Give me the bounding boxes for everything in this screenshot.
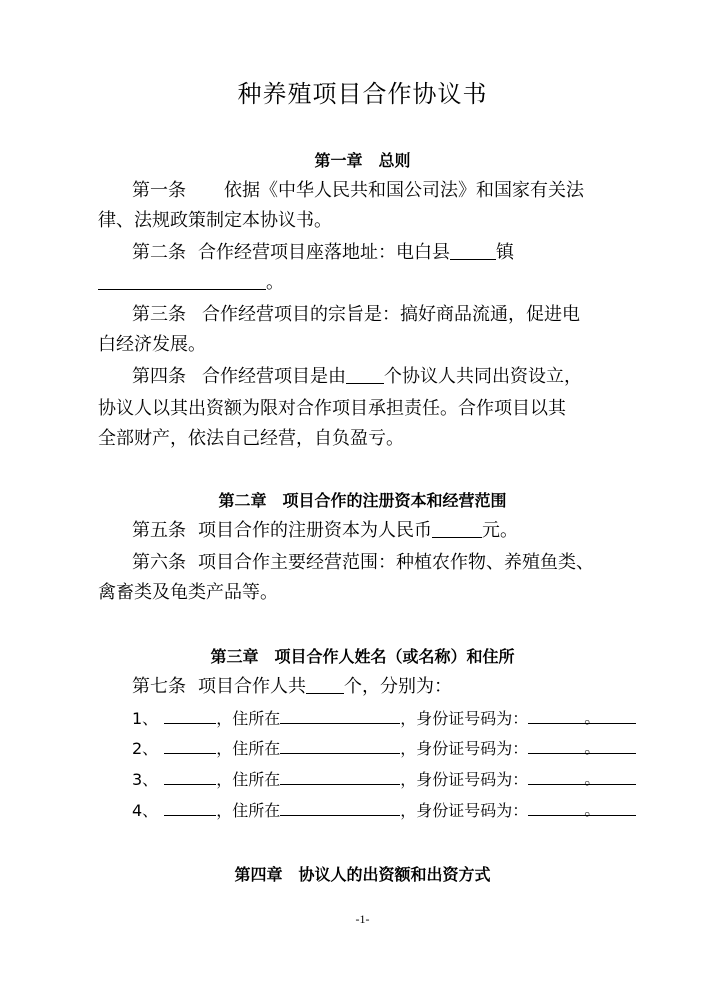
article-3-line-1	[132, 300, 580, 326]
partner-count-blank[interactable]	[346, 367, 384, 384]
chapter-1-name: 总则	[378, 151, 411, 170]
partner-row-4	[132, 798, 636, 821]
partner-row-3	[132, 767, 636, 790]
partner-row-number: 3、	[132, 770, 159, 789]
chapter-1-number: 第一章	[314, 151, 363, 170]
article-4-label: 第四条	[132, 366, 186, 387]
article-4-line-2: 协议人以其出资额为限对合作项目承担责任。合作项目以其	[98, 398, 566, 419]
partner-address-label: ，住所在	[216, 770, 281, 789]
article-1-line-2: 律、法规政策制定本协议书。	[98, 210, 332, 231]
article-5-text-a: 项目合作的注册资本为人民币	[198, 520, 432, 541]
article-7-text-a: 项目合作人共	[198, 676, 306, 697]
article-1-text: 依据《中华人民共和国公司法》和国家有关法	[224, 180, 584, 201]
article-6-line-1	[132, 548, 594, 574]
partner-row-2	[132, 736, 636, 759]
partner-id-blank[interactable]	[528, 707, 636, 727]
partner-address-blank[interactable]	[280, 707, 400, 724]
partner-id-blank[interactable]	[528, 799, 636, 819]
article-5-line	[132, 516, 518, 542]
chapter-2-heading	[0, 488, 725, 511]
partner-total-blank[interactable]	[306, 677, 344, 694]
chapter-2-number: 第二章	[218, 491, 267, 510]
article-3-text: 合作经营项目的宗旨是：搞好商品流通，促进电	[202, 304, 580, 325]
partner-address-blank[interactable]	[280, 799, 400, 816]
chapter-3-number: 第三章	[210, 647, 259, 666]
partner-name-blank[interactable]	[164, 707, 216, 724]
article-4-line-1	[132, 362, 582, 388]
partner-row-number: 2、	[132, 739, 159, 758]
partner-address-label: ，住所在	[216, 801, 281, 820]
partner-id-blank[interactable]	[528, 737, 636, 757]
partner-name-blank[interactable]	[164, 737, 216, 754]
article-7-label: 第七条	[132, 676, 186, 697]
partner-address-label: ，住所在	[216, 709, 281, 728]
article-5-text-b: 元。	[482, 520, 518, 541]
partner-row-1	[132, 706, 636, 729]
address-blank[interactable]	[98, 273, 266, 290]
article-7-line	[132, 672, 452, 698]
article-2-town-suffix: 镇	[496, 242, 514, 263]
partner-id-label: ，身份证号码为：	[400, 709, 529, 728]
article-2-label: 第二条	[132, 242, 186, 263]
page-number: -1-	[355, 912, 370, 926]
article-6-line-2: 禽畜类及龟类产品等。	[98, 582, 278, 603]
partner-id-label: ，身份证号码为：	[400, 801, 529, 820]
town-blank[interactable]	[450, 243, 496, 260]
article-1-label: 第一条	[132, 180, 186, 201]
partner-address-blank[interactable]	[280, 768, 400, 785]
partner-row-number: 4、	[132, 801, 159, 820]
partner-address-label: ，住所在	[216, 739, 281, 758]
partner-name-blank[interactable]	[164, 768, 216, 785]
article-4-line-3: 全部财产，依法自己经营，自负盈亏。	[98, 428, 404, 449]
partner-id-blank[interactable]	[528, 768, 636, 788]
article-2-text: 合作经营项目座落地址：电白县	[198, 242, 450, 263]
partner-row-period: 。	[584, 708, 601, 727]
capital-blank[interactable]	[432, 521, 482, 538]
partner-id-label: ，身份证号码为：	[400, 770, 529, 789]
partner-id-label: ，身份证号码为：	[400, 739, 529, 758]
partner-row-period: 。	[584, 800, 601, 819]
partner-name-blank[interactable]	[164, 799, 216, 816]
partner-address-blank[interactable]	[280, 737, 400, 754]
chapter-4-number: 第四章	[234, 865, 283, 884]
article-5-label: 第五条	[132, 520, 186, 541]
article-3-line-2: 白经济发展。	[98, 334, 206, 355]
article-2-line-1	[132, 238, 514, 264]
chapter-2-name: 项目合作的注册资本和经营范围	[282, 491, 507, 510]
partner-row-period: 。	[584, 738, 601, 757]
chapter-4-heading	[0, 862, 725, 885]
article-6-label: 第六条	[132, 552, 186, 573]
partner-row-number: 1、	[132, 709, 159, 728]
partner-row-period: 。	[584, 769, 601, 788]
chapter-3-name: 项目合作人姓名（或名称）和住所	[274, 647, 515, 666]
article-7-text-b: 个，分别为：	[344, 676, 452, 697]
document-title: 种养殖项目合作协议书	[237, 80, 488, 108]
article-2-line-2	[98, 268, 284, 294]
article-4-text-b: 个协议人共同出资设立，	[384, 366, 582, 387]
chapter-4-name: 协议人的出资额和出资方式	[298, 865, 491, 884]
article-2-period: 。	[266, 272, 284, 293]
article-6-text: 项目合作主要经营范围：种植农作物、养殖鱼类、	[198, 552, 594, 573]
article-4-text-a: 合作经营项目是由	[202, 366, 346, 387]
chapter-3-heading	[0, 644, 725, 667]
article-1-line-1	[132, 176, 584, 202]
article-3-label: 第三条	[132, 304, 186, 325]
chapter-1-heading	[0, 148, 725, 171]
